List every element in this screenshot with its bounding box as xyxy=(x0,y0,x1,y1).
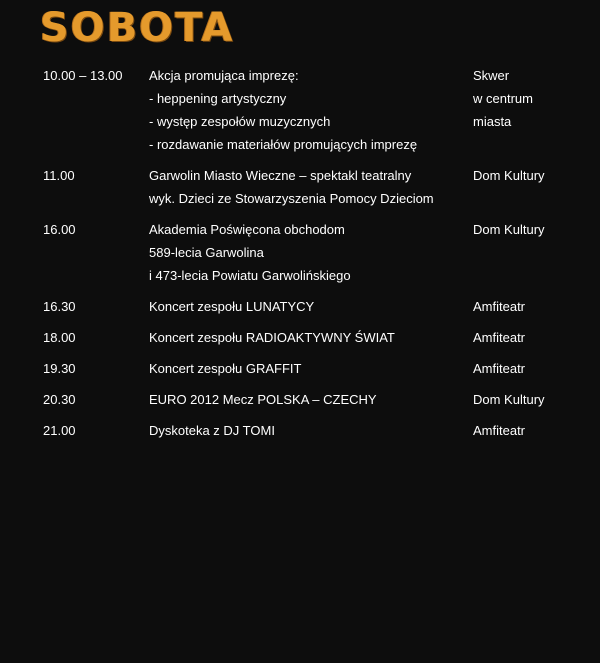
event-place xyxy=(473,164,573,210)
place-line: Dom Kultury xyxy=(473,168,545,183)
page-title: SOBOTA xyxy=(40,5,235,51)
event-time: 21.00 xyxy=(43,423,76,438)
place-line: Amfiteatr xyxy=(473,361,526,376)
event-line: Koncert zespołu GRAFFIT xyxy=(149,361,302,376)
place-line: Amfiteatr xyxy=(473,330,526,345)
schedule-row xyxy=(43,64,573,156)
place-line: Dom Kultury xyxy=(473,392,545,407)
event-description xyxy=(149,164,473,210)
event-line: i 473-lecia Powiatu Garwolińskiego xyxy=(149,268,351,283)
event-line: EURO 2012 Mecz POLSKA – CZECHY xyxy=(149,392,377,407)
schedule-row xyxy=(43,295,573,318)
place-line: Skwer xyxy=(473,68,510,83)
event-description xyxy=(149,419,473,442)
place-line: Dom Kultury xyxy=(473,222,545,237)
event-place xyxy=(473,64,573,156)
event-time: 16.00 xyxy=(43,222,76,237)
place-line: Amfiteatr xyxy=(473,299,526,314)
event-line: Akcja promująca imprezę: xyxy=(149,68,299,83)
event-place xyxy=(473,419,573,442)
event-time: 10.00 – 13.00 xyxy=(43,68,123,83)
event-place xyxy=(473,218,573,287)
event-time: 16.30 xyxy=(43,299,76,314)
event-line: Akademia Poświęcona obchodom xyxy=(149,222,345,237)
event-line: wyk. Dzieci ze Stowarzyszenia Pomocy Dzieciom xyxy=(149,191,434,206)
event-line: - rozdawanie materiałów promujących imprezę xyxy=(149,137,418,152)
schedule-row xyxy=(43,388,573,411)
event-time: 19.30 xyxy=(43,361,76,376)
place-line: Amfiteatr xyxy=(473,423,526,438)
event-line: - heppening artystyczny xyxy=(149,91,287,106)
schedule-row xyxy=(43,218,573,287)
event-description xyxy=(149,326,473,349)
event-place xyxy=(473,295,573,318)
event-description xyxy=(149,64,473,156)
event-line: Dyskoteka z DJ TOMI xyxy=(149,423,275,438)
event-description xyxy=(149,388,473,411)
event-place xyxy=(473,388,573,411)
place-line: miasta xyxy=(473,114,512,129)
event-time: 20.30 xyxy=(43,392,76,407)
event-line: Koncert zespołu LUNATYCY xyxy=(149,299,315,314)
event-description xyxy=(149,295,473,318)
event-line: - występ zespołów muzycznych xyxy=(149,114,331,129)
schedule-row xyxy=(43,326,573,349)
schedule-row xyxy=(43,164,573,210)
schedule-row xyxy=(43,357,573,380)
event-time: 11.00 xyxy=(43,168,75,183)
event-place xyxy=(473,326,573,349)
event-description xyxy=(149,218,473,287)
event-line: Garwolin Miasto Wieczne – spektakl teatralny xyxy=(149,168,412,183)
event-time: 18.00 xyxy=(43,330,76,345)
event-description xyxy=(149,357,473,380)
schedule-row xyxy=(43,419,573,442)
schedule-table xyxy=(43,64,573,450)
event-line: Koncert zespołu RADIOAKTYWNY ŚWIAT xyxy=(149,330,395,345)
event-line: 589-lecia Garwolina xyxy=(149,245,264,260)
event-place xyxy=(473,357,573,380)
place-line: w centrum xyxy=(473,91,533,106)
